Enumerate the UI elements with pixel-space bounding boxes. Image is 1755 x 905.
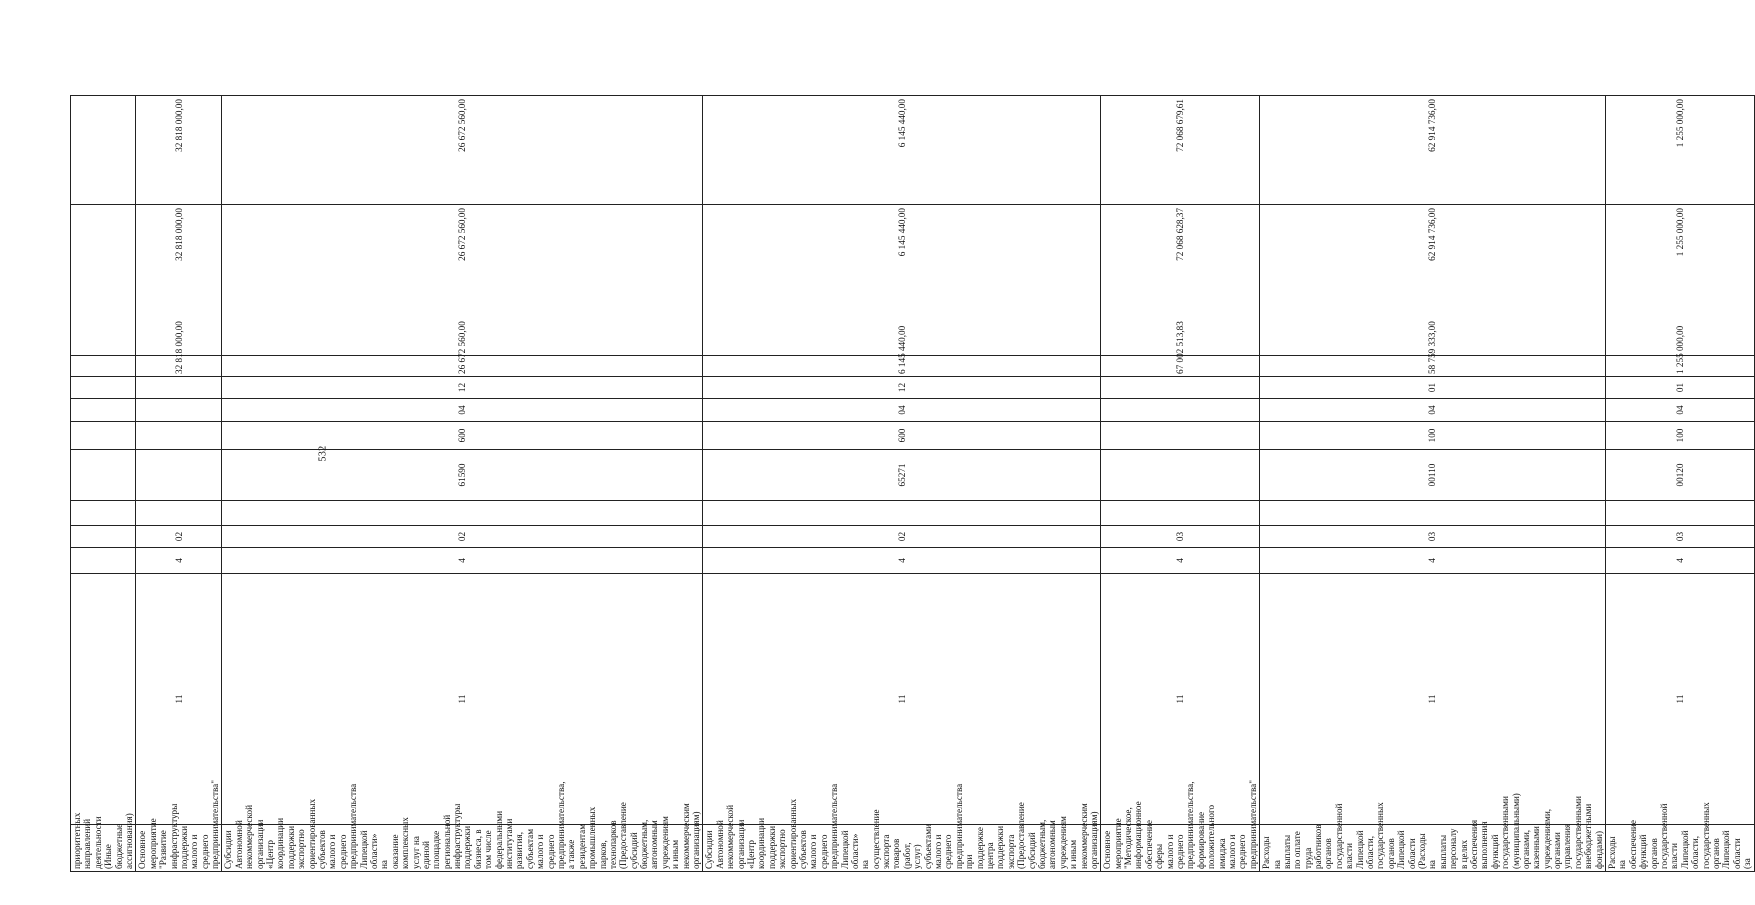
code-cell-c1: [71, 574, 136, 825]
code-cell-c3: [71, 526, 136, 548]
code-cell-c4: [71, 501, 136, 526]
table-row: [136, 15, 222, 872]
code-cell-c8: 01: [1606, 377, 1754, 399]
row-name-cell: Основное мероприятие "Методическое, информационное обеспечение сферы малого и среднего предпринимательства, формирование положительного имиджа малого и среднего предпринимательства": [1101, 825, 1260, 872]
row-name-cell: Субсидии Автономной некоммерческой организации «Центр координации поддержки экспортно ориентированных субъектов малого и среднего предпринимательства Липецкой области» на оказание комплексных услуг на единой площадке региональной инфраструктуры поддержки бизнеса, в том числе федеральными институтами развития, субъектам малого и среднего предпринимательства, а также резидентам промышленных парков, технопарков (Предоставление субсидий бюджетным, автономным учреждениям и иным некоммерческим организациям): [222, 825, 703, 872]
code-cell-c6: [71, 422, 136, 450]
amount-cell-v1: 1 255 000,00: [1606, 356, 1754, 377]
code-cell-c3: 02: [222, 526, 703, 548]
code-cell-c3: 03: [1260, 526, 1606, 548]
code-cell-c3: 03: [1606, 526, 1754, 548]
amount-cell-v2: 32 818 000,00: [136, 205, 222, 356]
code-cell-c8: 12: [703, 377, 1101, 399]
code-cell-c5: [71, 450, 136, 501]
code-cell-c7: 04: [222, 399, 703, 422]
amount-cell-v3: 6 145 440,00: [703, 96, 1101, 205]
code-cell-c6: [1101, 422, 1260, 450]
amount-cell-v1: 26 672 560,00: [222, 356, 703, 377]
rotated-table-container: [70, 35, 1753, 872]
amount-cell-v1: 67 002 513,83: [1101, 356, 1260, 377]
row-name-cell: Субсидии Автономной некоммерческой организации «Центр координации поддержки экспортно ориентированных субъектов малого и среднего предпринимательства Липецкой области» на осуществление экспорта товаров (работ, услуг) субъектами малого и среднего предпринимательства при поддержке центра поддержки экспорта (Предоставление субсидий бюджетным, автономным учреждениям и иным некоммерческим организациям): [703, 825, 1101, 872]
code-cell-c4: [1101, 501, 1260, 526]
code-cell-c1: 11: [1606, 574, 1754, 825]
amount-cell-v2: 72 068 628,37: [1101, 205, 1260, 356]
code-cell-c4: [136, 501, 222, 526]
amount-cell-v1: 6 145 440,00: [703, 356, 1101, 377]
code-cell-c5: 00120: [1606, 450, 1754, 501]
amount-cell-v3: 26 672 560,00: [222, 96, 703, 205]
table-row: [1260, 15, 1606, 872]
row-name-cell: приоритетных направлений деятельности (Иные бюджетные ассигнования): [71, 825, 136, 872]
code-cell-c2: 4: [222, 548, 703, 574]
amount-cell-v2: 62 914 736,00: [1260, 205, 1606, 356]
code-cell-c5: 00110: [1260, 450, 1606, 501]
code-cell-c6: [136, 422, 222, 450]
code-cell-c4: [222, 501, 703, 526]
code-cell-c7: [136, 399, 222, 422]
code-cell-c4: [703, 501, 1101, 526]
code-cell-c8: [1101, 377, 1260, 399]
amount-cell-v1: 32 818 000,00: [136, 356, 222, 377]
amount-cell-v1: [71, 356, 136, 377]
code-cell-c8: [71, 377, 136, 399]
code-cell-c5: [136, 450, 222, 501]
code-cell-c1: 11: [1260, 574, 1606, 825]
code-cell-c5: 65271: [703, 450, 1101, 501]
code-cell-c4: [1260, 501, 1606, 526]
code-cell-c2: 4: [703, 548, 1101, 574]
table-row: [222, 15, 703, 872]
code-cell-c3: 02: [703, 526, 1101, 548]
table-body: [71, 15, 1755, 872]
code-cell-c7: 04: [1260, 399, 1606, 422]
code-cell-c7: [1101, 399, 1260, 422]
code-cell-c8: 01: [1260, 377, 1606, 399]
code-cell-c1: 11: [703, 574, 1101, 825]
amount-cell-v3: 1 255 000,00: [1606, 96, 1754, 205]
code-cell-c5: 61590: [222, 450, 703, 501]
code-cell-c7: 04: [1606, 399, 1754, 422]
code-cell-c1: 11: [1101, 574, 1260, 825]
table-row: [1101, 15, 1260, 872]
code-cell-c5: [1101, 450, 1260, 501]
amount-cell-v3: [71, 96, 136, 205]
amount-cell-v3: 32 818 000,00: [136, 96, 222, 205]
row-name-cell: Расходы на выплаты по оплате труда работников органов государственной власти Липецкой области, государственных органов Липецкой области (Расходы на выплаты персоналу в целях обеспечения выполнения функций государственными (муниципальными) органами, казенными учреждениями, органами управления государственными внебюджетными фондами): [1260, 825, 1606, 872]
amount-cell-v2: 26 672 560,00: [222, 205, 703, 356]
amount-cell-v1: 58 759 333,00: [1260, 356, 1606, 377]
code-cell-c2: [71, 548, 136, 574]
row-name-cell: Основное мероприятие "Развитие инфраструктуры поддержки малого и среднего предпринимательства": [136, 825, 222, 872]
amount-cell-v3: 72 068 679,61: [1101, 96, 1260, 205]
code-cell-c4: [1606, 501, 1754, 526]
code-cell-c6: 100: [1260, 422, 1606, 450]
code-cell-c2: 4: [1606, 548, 1754, 574]
amount-cell-v2: 6 145 440,00: [703, 205, 1101, 356]
amount-cell-v3: 62 914 736,00: [1260, 96, 1606, 205]
amount-cell-v2: [71, 205, 136, 356]
code-cell-c2: 4: [136, 548, 222, 574]
budget-table: [70, 14, 1755, 872]
code-cell-c7: [71, 399, 136, 422]
amount-cell-v2: 1 255 000,00: [1606, 205, 1754, 356]
code-cell-c2: 4: [1260, 548, 1606, 574]
row-name-cell: Расходы на обеспечение функций органов государственной власти Липецкой области, государственных органов Липецкой области (за: [1606, 825, 1754, 872]
page-number: 532: [317, 445, 329, 462]
code-cell-c8: [136, 377, 222, 399]
code-cell-c3: 02: [136, 526, 222, 548]
code-cell-c2: 4: [1101, 548, 1260, 574]
code-cell-c6: 600: [703, 422, 1101, 450]
code-cell-c8: 12: [222, 377, 703, 399]
code-cell-c1: 11: [136, 574, 222, 825]
code-cell-c7: 04: [703, 399, 1101, 422]
code-cell-c1: 11: [222, 574, 703, 825]
code-cell-c6: 100: [1606, 422, 1754, 450]
table-row: [71, 15, 136, 872]
table-row: [1606, 15, 1754, 872]
code-cell-c6: 600: [222, 422, 703, 450]
table-row: [703, 15, 1101, 872]
code-cell-c3: 03: [1101, 526, 1260, 548]
